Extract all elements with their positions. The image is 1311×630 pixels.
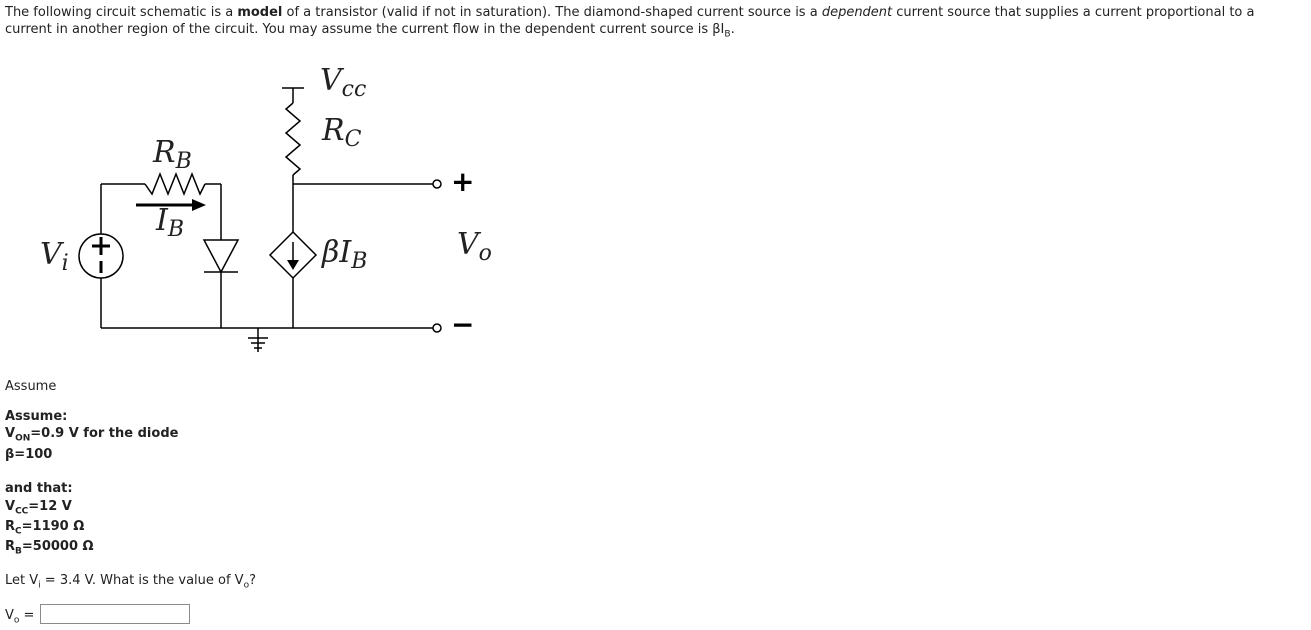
assumption-vcc: $V_{CC}=12$ V	[5, 499, 72, 517]
diode	[204, 240, 238, 272]
label-vo: $V_o$	[457, 227, 492, 266]
and-that-label: and that:	[5, 481, 73, 496]
assumptions-heading: Assume:	[5, 409, 68, 424]
intro-text-4: .	[730, 22, 735, 37]
output-plus-sign: +	[451, 165, 475, 198]
rb-resistor	[145, 174, 205, 194]
intro-sub-b: B	[724, 29, 731, 40]
assumption-rc: $R_C=1190$ Ω	[5, 519, 85, 537]
vo-answer-input[interactable]	[40, 604, 190, 624]
ib-arrow-head	[192, 199, 206, 211]
label-ib: $I_B$	[156, 203, 185, 242]
question-text: Let $V_i = 3.4$ V. What is the value of $V_o$?	[5, 573, 256, 591]
output-minus-sign: −	[451, 308, 475, 341]
output-plus-terminal	[433, 180, 441, 188]
answer-label: $V_o$ =	[5, 608, 35, 626]
label-rc: $R_C$	[322, 113, 362, 152]
intro-text-1: The following circuit schematic is a	[5, 5, 238, 20]
dep-source-arrow-head	[287, 260, 299, 270]
label-vcc: $V_{cc}$	[320, 63, 367, 102]
assumption-beta: β=100	[5, 447, 53, 462]
assumption-von: $V_{ON}=0.9$ V for the diode	[5, 426, 179, 444]
intro-text-2: of a transistor (valid if not in saturation). The diamond-shaped current source is a	[282, 5, 822, 20]
intro-text-3: current source that supplies a current proportional to a current in another region of the circuit. You may assume the current flow in the dependent current source is βI	[5, 5, 1255, 37]
label-rb: $R_B$	[153, 135, 192, 174]
output-minus-terminal	[433, 324, 441, 332]
assume-label: Assume	[5, 379, 57, 394]
rc-resistor	[286, 103, 300, 175]
intro-emphasis-model: model	[237, 5, 283, 20]
label-vi: $V_i$	[40, 237, 69, 276]
label-beta-ib: $\beta I_B$	[322, 235, 368, 274]
assumption-rb: $R_B=50000$ Ω	[5, 539, 94, 557]
intro-emphasis-dependent: dependent	[821, 5, 893, 20]
